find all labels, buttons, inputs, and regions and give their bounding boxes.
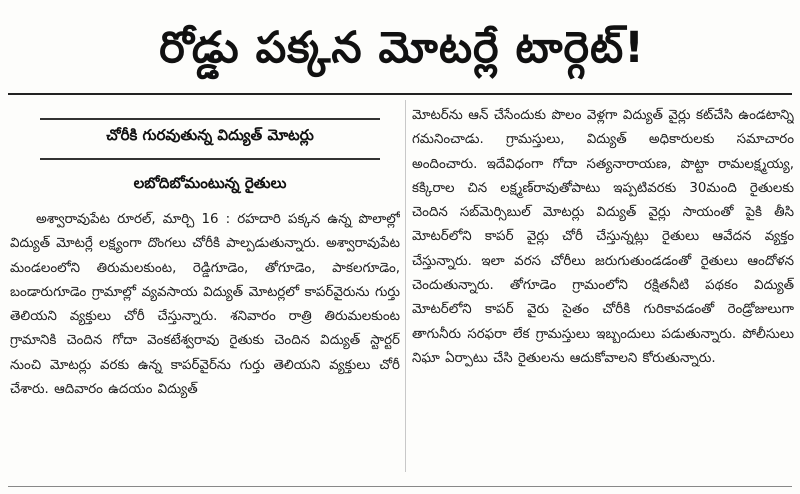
subhead-box	[40, 118, 380, 202]
subhead-rule-middle	[40, 158, 380, 160]
body-text-left: అశ్వారావుపేట రూరల్, మార్చి 16 : రహదారి పక్కన ఉన్న పొలాల్లో విద్యుత్ మోటర్లే లక్ష్యంగా దొంగలు చోరీకి పాల్పడుతున్నారు. అశ్వారావుపేట మండలంలోని తిరుమలకుంట, రెడ్డిగూడెం, తోగూడెం, పాకలగూడెం, బండారుగూడెం గ్రామాల్లో వ్యవసాయ విద్యుత్ మోటర్లలో కాపర్‌వైరును గుర్తు తెలియని వ్యక్తులు చోరీ చేస్తున్నారు. శనివారం రాత్రి తిరుమలకుంట గ్రామానికి చెందిన గోదా వెంకటేశ్వరావు రైతుకు చెందిన విద్యుత్ స్టార్టర్ నుంచి మోటర్లు వరకు ఉన్న కాపర్‌వైర్‌ను గుర్తు తెలియని వ్యక్తులు చోరీ చేశారు. ఆదివారం ఉదయం విద్యుత్	[10, 212, 400, 398]
column-divider	[405, 100, 406, 472]
headline: రోడ్డు పక్కన మోటర్లే టార్గెట్!	[159, 23, 645, 73]
subhead-secondary: లబోదిబోమంటున్న రైతులు	[133, 174, 287, 192]
right-column	[412, 100, 794, 480]
body-text-right: మోటర్‌ను ఆన్ చేసేందుకు పొలం వెళ్లగా విద్యుత్ వైర్లు కట్‌చేసి ఉండటాన్ని గమనించాడు. గ్రామస్తులు, విద్యుత్ అధికారులకు సమాచారం అందించారు. ఇదేవిధంగా గోదా సత్యనారాయణ, పొట్టా రామలక్ష్మయ్య, కక్కిరాల చిన లక్ష్మణ్‌రావుతోపాటు ఇప్పటివరకు 30మంది రైతులకు చెందిన సబ్‌మెర్సిబుల్ మోటర్లు విద్యుత్ వైర్లు సాయంతో పైకి తీసి మోటర్‌లోని కాపర్ వైర్లు చోరీ చేస్తున్నట్లు రైతులు ఆవేదన వ్యక్తం చేస్తున్నారు. ఇలా వరస చోరీలు జరుగుతుండడంతో రైతులు ఆందోళన చెందుతున్నారు. తోగూడెం గ్రామంలోని రక్షితనీటి పథకం విద్యుత్ మోటర్‌లోని కాపర్ వైరు సైతం చోరీకి గురికావడంతో రెండ్రోజులుగా తాగునీరు సరఫరా లేక గ్రామస్తులు ఇబ్బందులు పడుతున్నారు. పోలీసులు నిఘా ఏర్పాటు చేసి రైతులను ఆదుకోవాలని కోరుతున్నారు.	[412, 108, 794, 366]
left-column	[10, 100, 400, 480]
footer-rule	[8, 486, 792, 487]
headline-rule	[8, 93, 792, 95]
subhead-primary: చోరీకి గురవుతున్న విద్యుత్ మోటర్లు	[106, 126, 314, 144]
